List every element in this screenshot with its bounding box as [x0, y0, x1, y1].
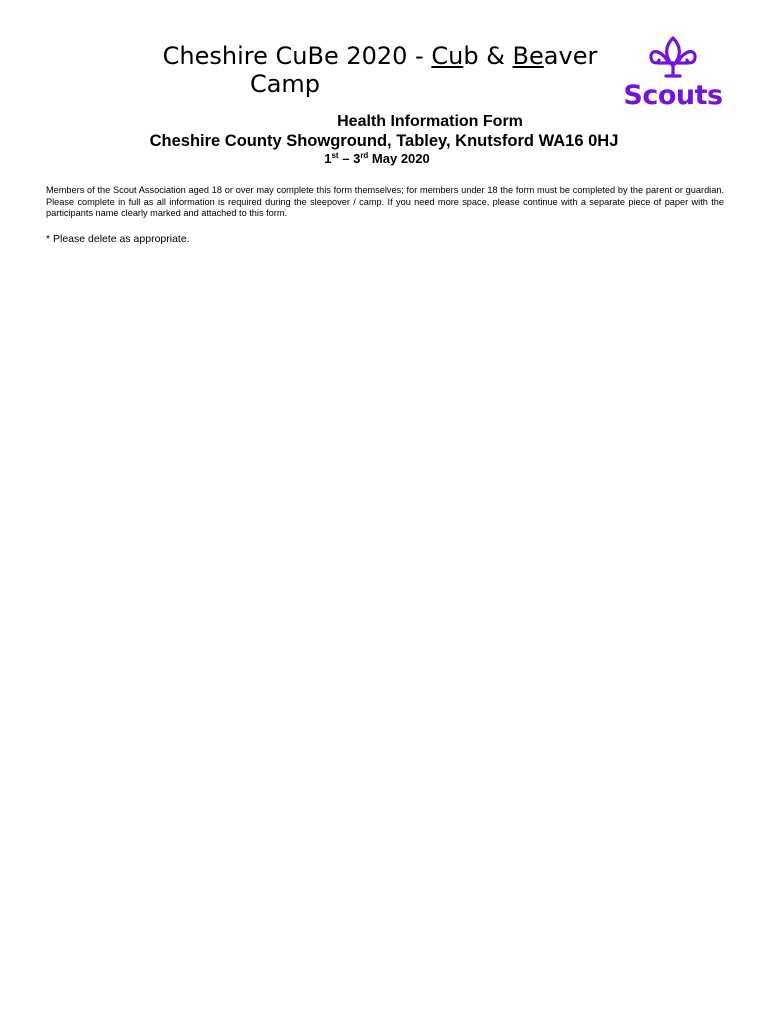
scouts-logo	[618, 36, 733, 112]
instructions-paragraph: Members of the Scout Association aged 18 or over may complete this form themselves; for members under 18 the form must be completed by the parent or guardian. Please complete in full as all information is required during the sleepover / camp. If you need more space, please continue with a separate piece of paper with the participants name clearly marked and attached to this form.	[46, 185, 724, 218]
date-line	[0, 151, 762, 166]
title-cu-underlined: Cu	[431, 42, 464, 70]
form-title: Health Information Form	[337, 113, 523, 130]
fleur-de-lis-icon	[618, 36, 728, 80]
date-day-2: 3	[353, 151, 361, 166]
title-text: Cheshire CuBe 2020 -	[162, 42, 432, 70]
date-month-year: May 2020	[368, 151, 430, 166]
title-line-2: Camp	[249, 70, 321, 98]
date-suffix-1: st	[331, 151, 339, 160]
date-separator: –	[338, 151, 354, 166]
title-line-1	[110, 42, 650, 70]
title-be-underlined: Be	[512, 42, 544, 70]
date-day-1: 1	[324, 151, 332, 166]
page-title	[110, 42, 650, 98]
date-suffix-2: rd	[360, 151, 369, 160]
venue-line: Cheshire County Showground, Tabley, Knutsford WA16 0HJ	[149, 132, 619, 150]
title-text: aver	[543, 42, 598, 70]
scouts-wordmark: Scouts	[623, 80, 723, 111]
title-text: b &	[463, 42, 513, 70]
delete-note: * Please delete as appropriate.	[46, 233, 190, 245]
